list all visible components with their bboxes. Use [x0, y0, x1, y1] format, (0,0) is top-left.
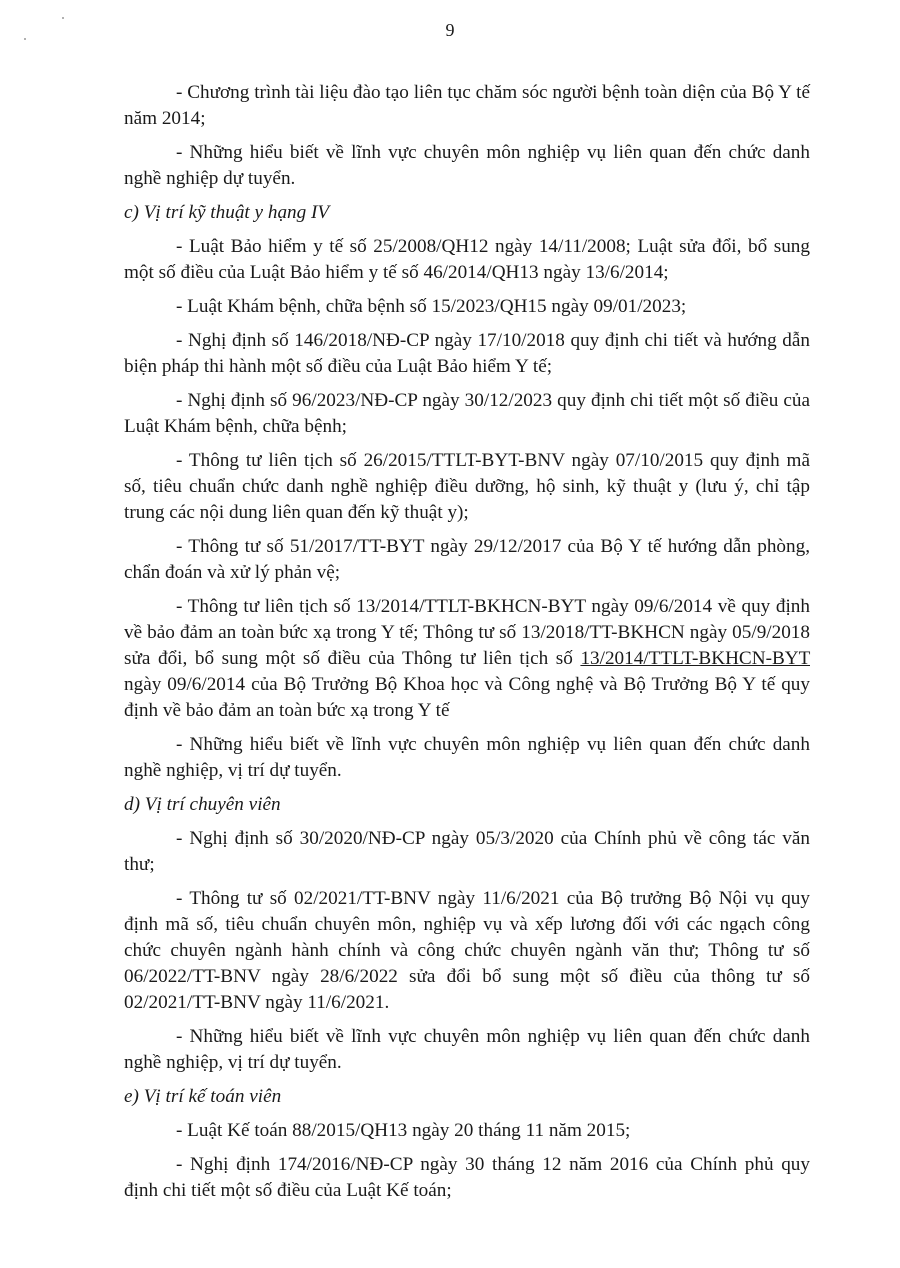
paragraph: - Thông tư số 02/2021/TT-BNV ngày 11/6/2021 của Bộ trưởng Bộ Nội vụ quy định mã số, tiêu chuẩn chuyên môn, nghiệp vụ và xếp lương đối với các ngạch công chức chuyên ngành hành chính và công chức chuyên ngành văn thư; Thông tư số 06/2022/TT-BNV ngày 28/6/2022 sửa đổi bổ sung một số điều của thông tư số 02/2021/TT-BNV ngày 11/6/2021. — [124, 888, 810, 1013]
paragraph — [124, 594, 810, 724]
paragraph: - Nghị định 174/2016/NĐ-CP ngày 30 tháng 12 năm 2016 của Chính phủ quy định chi tiết một số điều của Luật Kế toán; — [124, 1154, 810, 1201]
paragraph: - Luật Kế toán 88/2015/QH13 ngày 20 tháng 11 năm 2015; — [176, 1120, 631, 1141]
paragraph: - Nghị định số 30/2020/NĐ-CP ngày 05/3/2020 của Chính phủ về công tác văn thư; — [124, 828, 810, 875]
underlined-reference: 13/2014/TTLT-BKHCN-BYT — [580, 648, 810, 669]
paragraph: - Chương trình tài liệu đào tạo liên tục chăm sóc người bệnh toàn diện của Bộ Y tế năm 2014; — [124, 82, 810, 129]
paragraph-text: - Thông tư liên tịch số 13/2014/TTLT-BKHCN-BYT ngày 09/6/2014 về quy định về bảo đảm an toàn bức xạ trong Y tế; Thông tư số 13/2018/TT-BKHCN ngày 05/9/2018 sửa đổi, bổ sung một số điều của Thông tư liên tịch số — [124, 596, 810, 669]
section-heading: e) Vị trí kế toán viên — [124, 1086, 282, 1107]
paragraph: - Những hiểu biết về lĩnh vực chuyên môn nghiệp vụ liên quan đến chức danh nghề nghiệp, vị trí dự tuyển. — [124, 734, 810, 781]
paragraph: - Thông tư liên tịch số 26/2015/TTLT-BYT-BNV ngày 07/10/2015 quy định mã số, tiêu chuẩn chức danh nghề nghiệp điều dưỡng, hộ sinh, kỹ thuật y (lưu ý, chỉ tập trung các nội dung liên quan đến kỹ thuật y); — [124, 450, 810, 523]
document-body — [124, 80, 810, 1212]
paragraph-text: ngày 09/6/2014 của Bộ Trưởng Bộ Khoa học và Công nghệ và Bộ Trưởng Bộ Y tế quy định về bảo đảm an toàn bức xạ trong Y tế — [124, 674, 810, 721]
paragraph: - Những hiểu biết về lĩnh vực chuyên môn nghiệp vụ liên quan đến chức danh nghề nghiệp, vị trí dự tuyển. — [124, 1026, 810, 1073]
paragraph: - Thông tư số 51/2017/TT-BYT ngày 29/12/2017 của Bộ Y tế hướng dẫn phòng, chẩn đoán và xử lý phản vệ; — [124, 536, 810, 583]
page-number: 9 — [445, 20, 455, 40]
scan-speck — [62, 17, 64, 19]
section-heading: c) Vị trí kỹ thuật y hạng IV — [124, 202, 330, 223]
paragraph: - Những hiểu biết về lĩnh vực chuyên môn nghiệp vụ liên quan đến chức danh nghề nghiệp dự tuyển. — [124, 142, 810, 189]
section-heading: d) Vị trí chuyên viên — [124, 794, 281, 815]
paragraph: - Nghị định số 96/2023/NĐ-CP ngày 30/12/2023 quy định chi tiết một số điều của Luật Khám bệnh, chữa bệnh; — [124, 390, 810, 437]
paragraph: - Nghị định số 146/2018/NĐ-CP ngày 17/10/2018 quy định chi tiết và hướng dẫn biện pháp thi hành một số điều của Luật Bảo hiểm Y tế; — [124, 330, 810, 377]
paragraph: - Luật Bảo hiểm y tế số 25/2008/QH12 ngày 14/11/2008; Luật sửa đổi, bổ sung một số điều của Luật Bảo hiểm y tế số 46/2014/QH13 ngày 13/6/2014; — [124, 236, 810, 283]
paragraph: - Luật Khám bệnh, chữa bệnh số 15/2023/QH15 ngày 09/01/2023; — [176, 296, 687, 317]
